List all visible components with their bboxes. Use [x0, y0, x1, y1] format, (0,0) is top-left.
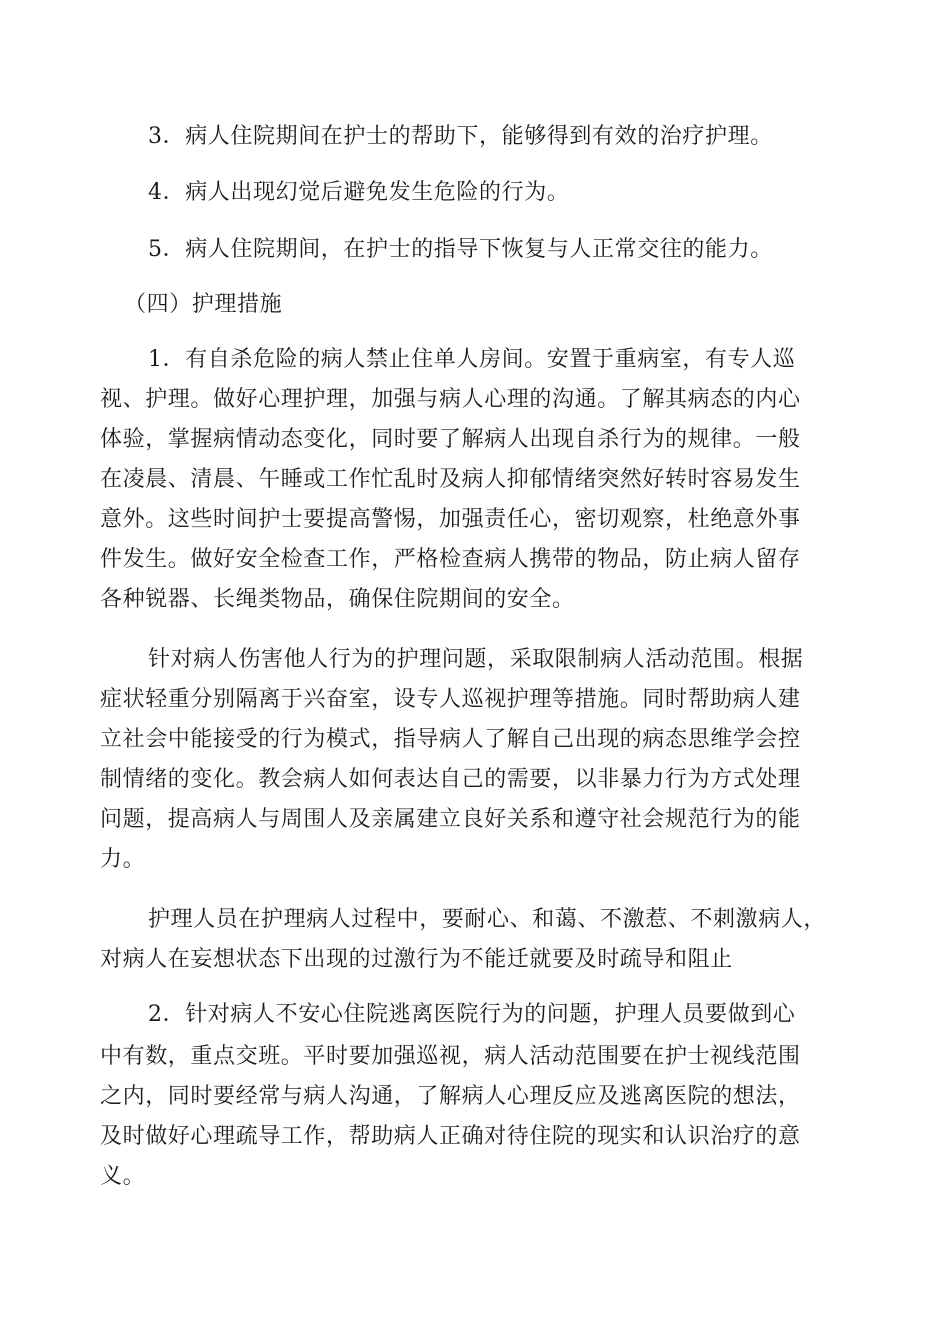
measure-2-line-5: 义。: [100, 1164, 146, 1189]
measure-1-line-2: 视、护理。做好心理护理，加强与病人心理的沟通。了解其病态的内心: [100, 387, 801, 412]
harm-paragraph-line-3: 立社会中能接受的行为模式，指导病人了解自己出现的病态思维学会控: [100, 727, 801, 752]
measure-1-line-3: 体验，掌握病情动态变化，同时要了解病人出现自杀行为的规律。一般: [100, 427, 801, 452]
measure-2-line-4: 及时做好心理疏导工作，帮助病人正确对待住院的现实和认识治疗的意: [100, 1124, 801, 1149]
harm-paragraph-line-1: 针对病人伤害他人行为的护理问题，采取限制病人活动范围。根据: [148, 647, 804, 672]
staff-paragraph-line-2: 对病人在妄想状态下出现的过激行为不能迁就要及时疏导和阻止: [100, 947, 733, 972]
measure-2-line-2: 中有数，重点交班。平时要加强巡视，病人活动范围要在护士视线范围: [100, 1044, 801, 1069]
measure-1-line-6: 件发生。做好安全检查工作，严格检查病人携带的物品，防止病人留存: [100, 547, 801, 572]
harm-paragraph-line-2: 症状轻重分别隔离于兴奋室，设专人巡视护理等措施。同时帮助病人建: [100, 687, 801, 712]
measure-2-line-3: 之内，同时要经常与病人沟通，了解病人心理反应及逃离医院的想法，: [100, 1084, 801, 1109]
measure-1-line-7: 各种锐器、长绳类物品，确保住院期间的安全。: [100, 587, 575, 612]
section-heading: （四）护理措施: [124, 292, 283, 317]
measure-1-line-1: 1．有自杀危险的病人禁止住单人房间。安置于重病室，有专人巡: [148, 347, 796, 372]
harm-paragraph-line-4: 制情绪的变化。教会病人如何表达自己的需要，以非暴力行为方式处理: [100, 767, 801, 792]
harm-paragraph-line-6: 力。: [100, 847, 146, 872]
harm-paragraph-line-5: 问题，提高病人与周围人及亲属建立良好关系和遵守社会规范行为的能: [100, 807, 801, 832]
goal-3-line: 3．病人住院期间在护士的帮助下，能够得到有效的治疗护理。: [148, 124, 773, 149]
staff-paragraph-line-1: 护理人员在护理病人过程中，要耐心、和蔼、不激惹、不刺激病人，: [148, 907, 827, 932]
measure-1-line-5: 意外。这些时间护士要提高警惕，加强责任心，密切观察，杜绝意外事: [100, 507, 801, 532]
goal-5-line: 5．病人住院期间，在护士的指导下恢复与人正常交往的能力。: [148, 237, 773, 262]
measure-2-line-1: 2．针对病人不安心住院逃离医院行为的问题，护理人员要做到心: [148, 1002, 796, 1027]
measure-1-line-4: 在凌晨、清晨、午睡或工作忙乱时及病人抑郁情绪突然好转时容易发生: [100, 467, 801, 492]
goal-4-line: 4．病人出现幻觉后避免发生危险的行为。: [148, 180, 570, 205]
